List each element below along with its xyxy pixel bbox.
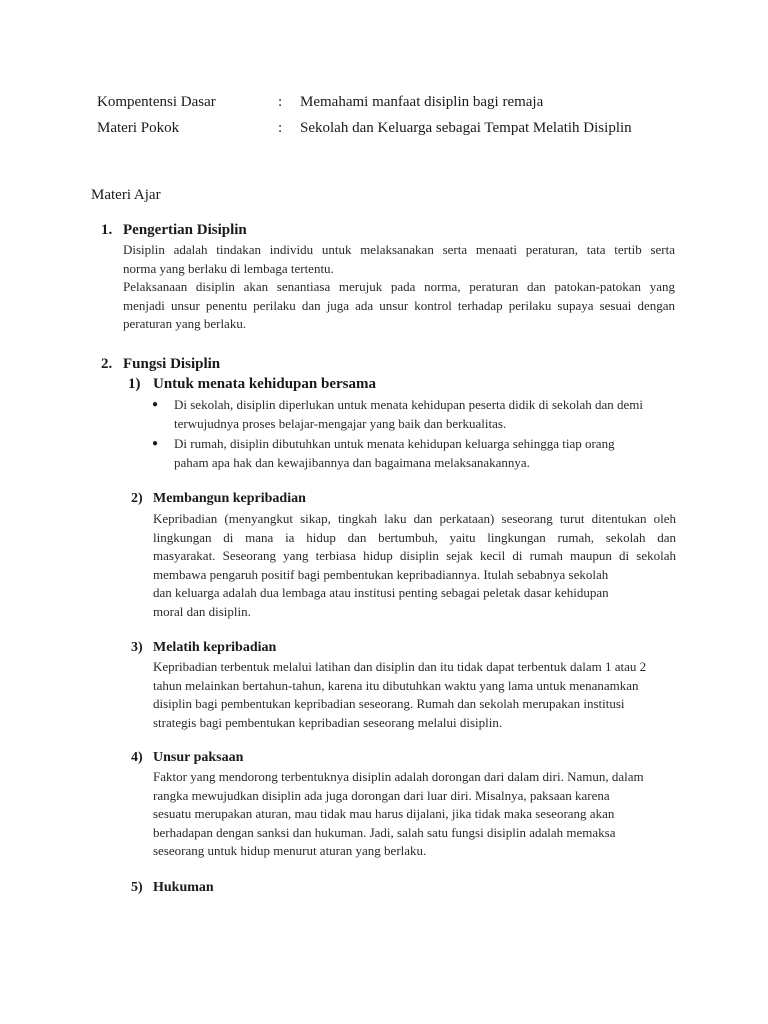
text-line: dan keluarga adalah dua lembaga atau institusi penting sebagai peletak dasar kehidupan [153, 585, 609, 601]
text-line: peraturan yang berlaku. [123, 316, 247, 332]
sub-2-paragraph [153, 510, 676, 622]
sub-2-number: 2) [131, 491, 143, 506]
sub-3-paragraph [153, 658, 676, 732]
text-line: berhadapan dengan sanksi dan hukuman. Jadi, salah satu fungsi disiplin adalah memaksa [153, 824, 616, 840]
sub-5-title: Hukuman [153, 880, 214, 895]
section-2-number: 2. [101, 356, 113, 372]
mp-value: Sekolah dan Keluarga sebagai Tempat Melatih Disiplin [300, 120, 632, 136]
text-line: lingkungan di mana ia hidup dan bertumbuh, yaitu lingkungan rumah, sekolah dan [153, 529, 676, 545]
text-line: paham apa hak dan kewajibannya dan bagaimana melaksanakannya. [174, 454, 530, 470]
text-line: membawa pengaruh positif bagi pembentukan kepribadiannya. Itulah sebabnya sekolah [153, 566, 609, 582]
kd-label: Kompentensi Dasar [97, 94, 216, 110]
text-line: moral dan disiplin. [153, 603, 251, 619]
bullet-1 [174, 396, 676, 433]
text-line: Disiplin adalah tindakan individu untuk melaksanakan serta menaati peraturan, tata tertib serta [123, 242, 675, 257]
sub-3-title: Melatih kepribadian [153, 640, 277, 655]
sub-4-paragraph [153, 768, 676, 861]
mp-label: Materi Pokok [97, 120, 180, 136]
section-1-number: 1. [101, 222, 113, 238]
text-line: seseorang untuk hidup menurut aturan yang berlaku. [153, 843, 427, 859]
materi-ajar-heading: Materi Ajar [91, 187, 161, 203]
section-1-title: Pengertian Disiplin [123, 222, 247, 238]
bullet-icon: ● [152, 438, 159, 449]
text-line: Faktor yang mendorong terbentuknya disiplin adalah dorongan dari dalam diri. Namun, dalam [153, 769, 644, 784]
mp-separator: : [278, 120, 283, 136]
kd-separator: : [278, 94, 283, 110]
bullet-icon: ● [152, 399, 159, 410]
text-line: strategis bagi pembentukan kepribadian seseorang melalui disiplin. [153, 714, 503, 730]
text-line: Di sekolah, disiplin diperlukan untuk menata kehidupan peserta didik di sekolah dan demi [174, 397, 643, 412]
text-line: Pelaksanaan disiplin akan senantiasa merujuk pada norma, peraturan dan patokan-patokan yang [123, 279, 675, 295]
sub-1-number: 1) [128, 376, 141, 392]
text-line: sesuatu merupakan aturan, mau tidak mau harus dijalani, jika tidak maka seseorang akan [153, 806, 615, 822]
sub-3-number: 3) [131, 640, 143, 655]
text-line: Di rumah, disiplin dibutuhkan untuk menata kehidupan keluarga sehingga tiap orang [174, 436, 615, 451]
section-2-title: Fungsi Disiplin [123, 356, 221, 372]
text-line: tahun melainkan bertahun-tahun, karena itu dibutuhkan waktu yang lama untuk menanamkan [153, 677, 639, 693]
text-line: rangka mewujudkan disiplin ada juga dorongan dari luar diri. Misalnya, paksaan karena [153, 787, 610, 803]
section-1-paragraph [123, 241, 675, 334]
sub-5-number: 5) [131, 880, 143, 895]
sub-4-title: Unsur paksaan [153, 750, 244, 765]
text-line: Kepribadian terbentuk melalui latihan dan disiplin dan itu tidak dapat terbentuk dalam 1 atau 2 [153, 659, 647, 674]
kd-value: Memahami manfaat disiplin bagi remaja [300, 94, 544, 110]
text-line: terwujudnya proses belajar-mengajar yang baik dan berkualitas. [174, 415, 507, 431]
sub-1-title: Untuk menata kehidupan bersama [153, 376, 376, 392]
sub-4-number: 4) [131, 750, 143, 765]
text-line: masyarakat. Seseorang yang terbiasa hidup disiplin sejak kecil di rumah maupun di sekolah [153, 548, 676, 564]
text-line: menjadi unsur penentu perilaku dan juga ada unsur kontrol terhadap perilaku supaya sesuai dengan [123, 297, 675, 313]
sub-2-title: Membangun kepribadian [153, 491, 306, 506]
bullet-2 [174, 435, 676, 472]
text-line: disiplin bagi pembentukan kepribadian seseorang. Rumah dan sekolah merupakan institusi [153, 696, 625, 712]
text-line: norma yang berlaku di lembaga tertentu. [123, 260, 334, 276]
text-line: Kepribadian (menyangkut sikap, tingkah laku dan perkataan) seseorang turut ditentukan oleh [153, 511, 676, 526]
